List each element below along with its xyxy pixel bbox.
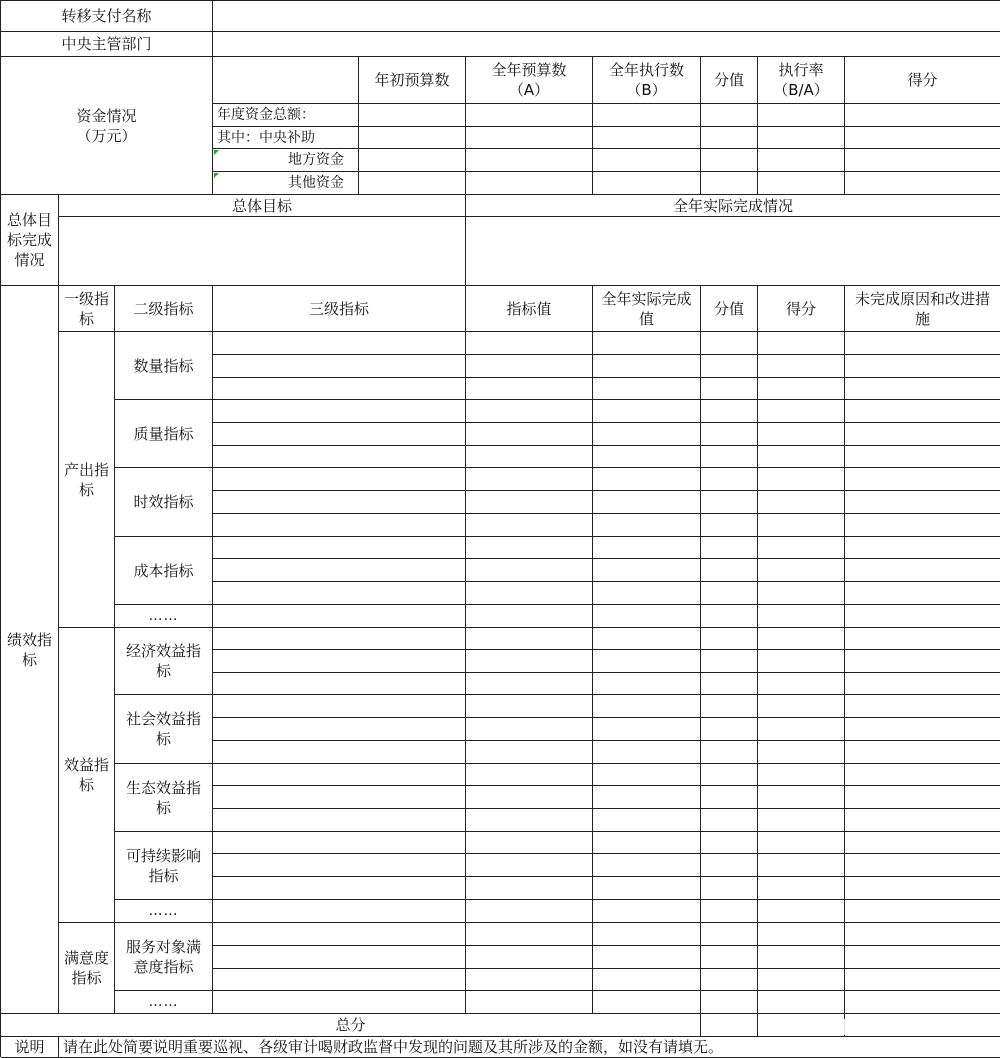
score-value-cell[interactable]	[701, 991, 758, 1014]
score-cell[interactable]	[758, 969, 845, 991]
col-score: 得分	[758, 286, 845, 332]
watermark-overlay	[844, 1019, 994, 1035]
funds-score-value-cell[interactable]	[701, 127, 758, 149]
score-value-cell[interactable]	[701, 355, 758, 378]
level3-cell[interactable]	[213, 673, 466, 695]
score-cell[interactable]	[758, 832, 845, 854]
reason-cell[interactable]	[845, 605, 1000, 628]
output-indicator-subindicator: 数量指标	[115, 332, 213, 400]
score-value-cell[interactable]	[701, 628, 758, 650]
reason-cell[interactable]	[845, 355, 1000, 378]
funds-header-blank	[213, 57, 359, 104]
level3-cell[interactable]	[213, 423, 466, 446]
total-score-cell[interactable]	[758, 1014, 845, 1037]
reason-cell[interactable]	[845, 854, 1000, 877]
transfer-payment-name-label: 转移支付名称	[1, 1, 213, 32]
actual-value-cell[interactable]	[593, 923, 701, 946]
score-value-cell[interactable]	[701, 741, 758, 764]
actual-value-cell[interactable]	[593, 695, 701, 718]
level3-cell[interactable]	[213, 923, 466, 946]
score-value-cell[interactable]	[701, 378, 758, 400]
target-value-cell[interactable]	[466, 718, 593, 741]
reason-cell[interactable]	[845, 582, 1000, 605]
score-value-cell[interactable]	[701, 491, 758, 514]
score-value-cell[interactable]	[701, 809, 758, 832]
level3-cell[interactable]	[213, 900, 466, 923]
score-value-cell[interactable]	[701, 969, 758, 991]
level3-cell[interactable]	[213, 628, 466, 650]
actual-value-cell[interactable]	[593, 718, 701, 741]
output-indicator-ellipsis: ……	[115, 605, 213, 628]
reason-cell[interactable]	[845, 559, 1000, 582]
target-value-cell[interactable]	[466, 809, 593, 832]
reason-cell[interactable]	[845, 673, 1000, 695]
actual-value-cell[interactable]	[593, 946, 701, 969]
benefit-indicator-subindicator: 可持续影响 指标	[115, 832, 213, 900]
funds-initial-budget-cell[interactable]	[359, 172, 466, 195]
level3-cell[interactable]	[213, 605, 466, 628]
actual-value-cell[interactable]	[593, 900, 701, 923]
level3-cell[interactable]	[213, 468, 466, 491]
reason-cell[interactable]	[845, 491, 1000, 514]
target-value-cell[interactable]	[466, 764, 593, 786]
actual-value-cell[interactable]	[593, 423, 701, 446]
output-indicator-subindicator: 质量指标	[115, 400, 213, 468]
funds-score-value-cell[interactable]	[701, 149, 758, 172]
score-value-cell[interactable]	[701, 332, 758, 355]
target-value-cell[interactable]	[466, 537, 593, 559]
score-value-cell[interactable]	[701, 718, 758, 741]
target-value-cell[interactable]	[466, 923, 593, 946]
level3-cell[interactable]	[213, 582, 466, 605]
funds-execution-rate-cell[interactable]	[758, 127, 845, 149]
target-value-cell[interactable]	[466, 491, 593, 514]
actual-value-cell[interactable]	[593, 582, 701, 605]
output-indicator-subindicator: 成本指标	[115, 537, 213, 605]
score-value-cell[interactable]	[701, 650, 758, 673]
level3-cell[interactable]	[213, 514, 466, 537]
score-cell[interactable]	[758, 764, 845, 786]
level3-cell[interactable]	[213, 741, 466, 764]
target-value-cell[interactable]	[466, 468, 593, 491]
score-value-cell[interactable]	[701, 786, 758, 809]
score-cell[interactable]	[758, 923, 845, 946]
col-level3: 三级指标	[213, 286, 466, 332]
score-value-cell[interactable]	[701, 900, 758, 923]
funds-annual-execution-cell[interactable]	[593, 149, 701, 172]
col-initial-budget: 年初预算数	[359, 57, 466, 104]
actual-value-cell[interactable]	[593, 491, 701, 514]
funds-execution-rate-cell[interactable]	[758, 149, 845, 172]
funds-row-label: 其他资金	[213, 172, 359, 195]
score-value-cell[interactable]	[701, 559, 758, 582]
col-score-value: 分值	[701, 286, 758, 332]
reason-cell[interactable]	[845, 991, 1000, 1014]
col-score: 得分	[845, 57, 1000, 104]
actual-value-cell[interactable]	[593, 786, 701, 809]
score-value-cell[interactable]	[701, 877, 758, 900]
score-cell[interactable]	[758, 786, 845, 809]
satisfaction-indicator-ellipsis: ……	[115, 991, 213, 1014]
central-department-value[interactable]	[213, 32, 1000, 57]
target-value-cell[interactable]	[466, 946, 593, 969]
reason-cell[interactable]	[845, 764, 1000, 786]
level3-cell[interactable]	[213, 650, 466, 673]
actual-value-cell[interactable]	[593, 559, 701, 582]
target-value-cell[interactable]	[466, 695, 593, 718]
target-value-cell[interactable]	[466, 559, 593, 582]
col-annual-budget: 全年预算数 （A）	[466, 57, 593, 104]
score-cell[interactable]	[758, 400, 845, 423]
level3-cell[interactable]	[213, 809, 466, 832]
target-value-cell[interactable]	[466, 423, 593, 446]
funds-initial-budget-cell[interactable]	[359, 104, 466, 127]
reason-cell[interactable]	[845, 468, 1000, 491]
reason-cell[interactable]	[845, 695, 1000, 718]
score-cell[interactable]	[758, 582, 845, 605]
score-value-cell[interactable]	[701, 605, 758, 628]
col-annual-execution: 全年执行数 （B）	[593, 57, 701, 104]
score-cell[interactable]	[758, 446, 845, 468]
funds-row-label: 其中：中央补助	[213, 127, 359, 149]
target-value-cell[interactable]	[466, 400, 593, 423]
score-cell[interactable]	[758, 605, 845, 628]
funds-score-value-cell[interactable]	[701, 172, 758, 195]
score-value-cell[interactable]	[701, 695, 758, 718]
total-score-value-cell[interactable]	[701, 1014, 758, 1037]
benefit-indicator-subindicator: 生态效益指 标	[115, 764, 213, 832]
actual-value-cell[interactable]	[593, 332, 701, 355]
target-value-cell[interactable]	[466, 900, 593, 923]
benefit-indicator-subindicator: 社会效益指 标	[115, 695, 213, 764]
actual-value-cell[interactable]	[593, 628, 701, 650]
score-cell[interactable]	[758, 946, 845, 969]
score-cell[interactable]	[758, 468, 845, 491]
funds-annual-budget-cell[interactable]	[466, 149, 593, 172]
target-value-cell[interactable]	[466, 446, 593, 468]
funds-annual-budget-cell[interactable]	[466, 104, 593, 127]
level3-cell[interactable]	[213, 877, 466, 900]
score-cell[interactable]	[758, 673, 845, 695]
actual-value-cell[interactable]	[593, 355, 701, 378]
transfer-payment-name-value[interactable]	[213, 1, 1000, 32]
actual-value-cell[interactable]	[593, 400, 701, 423]
total-score-label: 总分	[1, 1014, 701, 1037]
level3-cell[interactable]	[213, 537, 466, 559]
target-value-cell[interactable]	[466, 332, 593, 355]
actual-value-cell[interactable]	[593, 673, 701, 695]
score-value-cell[interactable]	[701, 854, 758, 877]
output-indicator-subindicator: 时效指标	[115, 468, 213, 537]
overall-goal-value[interactable]	[59, 217, 466, 286]
level3-cell[interactable]	[213, 491, 466, 514]
actual-value-cell[interactable]	[593, 877, 701, 900]
funds-annual-budget-cell[interactable]	[466, 127, 593, 149]
score-cell[interactable]	[758, 854, 845, 877]
level3-cell[interactable]	[213, 854, 466, 877]
reason-cell[interactable]	[845, 786, 1000, 809]
target-value-cell[interactable]	[466, 969, 593, 991]
score-cell[interactable]	[758, 423, 845, 446]
score-value-cell[interactable]	[701, 468, 758, 491]
satisfaction-indicator-subindicator: 服务对象满 意度指标	[115, 923, 213, 991]
level3-cell[interactable]	[213, 559, 466, 582]
score-value-cell[interactable]	[701, 537, 758, 559]
score-cell[interactable]	[758, 491, 845, 514]
reason-cell[interactable]	[845, 400, 1000, 423]
score-cell[interactable]	[758, 332, 845, 355]
reason-cell[interactable]	[845, 809, 1000, 832]
score-cell[interactable]	[758, 650, 845, 673]
funds-execution-rate-cell[interactable]	[758, 172, 845, 195]
reason-cell[interactable]	[845, 718, 1000, 741]
benefit-indicator-subindicator: 经济效益指 标	[115, 628, 213, 695]
funds-section-label: 资金情况 （万元）	[1, 57, 213, 195]
score-value-cell[interactable]	[701, 923, 758, 946]
actual-value-cell[interactable]	[593, 991, 701, 1014]
reason-cell[interactable]	[845, 650, 1000, 673]
target-value-cell[interactable]	[466, 514, 593, 537]
actual-value-cell[interactable]	[593, 537, 701, 559]
central-department-label: 中央主管部门	[1, 32, 213, 57]
reason-cell[interactable]	[845, 900, 1000, 923]
score-cell[interactable]	[758, 809, 845, 832]
funds-score-cell[interactable]	[845, 172, 1000, 195]
reason-cell[interactable]	[845, 741, 1000, 764]
funds-annual-budget-cell[interactable]	[466, 172, 593, 195]
level3-cell[interactable]	[213, 446, 466, 468]
score-cell[interactable]	[758, 537, 845, 559]
reason-cell[interactable]	[845, 514, 1000, 537]
funds-annual-execution-cell[interactable]	[593, 127, 701, 149]
score-value-cell[interactable]	[701, 582, 758, 605]
score-cell[interactable]	[758, 378, 845, 400]
level3-cell[interactable]	[213, 355, 466, 378]
actual-value-cell[interactable]	[593, 605, 701, 628]
funds-initial-budget-cell[interactable]	[359, 149, 466, 172]
actual-value-cell[interactable]	[593, 832, 701, 854]
score-value-cell[interactable]	[701, 946, 758, 969]
target-value-cell[interactable]	[466, 991, 593, 1014]
score-value-cell[interactable]	[701, 514, 758, 537]
level3-cell[interactable]	[213, 786, 466, 809]
actual-value-cell[interactable]	[593, 741, 701, 764]
funds-initial-budget-cell[interactable]	[359, 127, 466, 149]
col-reason: 未完成原因和改进措 施	[845, 286, 1000, 332]
col-level2: 二级指标	[115, 286, 213, 332]
actual-value-cell[interactable]	[593, 854, 701, 877]
col-execution-rate: 执行率 （B/A）	[758, 57, 845, 104]
score-cell[interactable]	[758, 514, 845, 537]
score-value-cell[interactable]	[701, 832, 758, 854]
reason-cell[interactable]	[845, 832, 1000, 854]
overall-goal-section-label: 总体目 标完成 情况	[1, 195, 59, 286]
reason-cell[interactable]	[845, 946, 1000, 969]
funds-score-value-cell[interactable]	[701, 104, 758, 127]
score-cell[interactable]	[758, 741, 845, 764]
target-value-cell[interactable]	[466, 741, 593, 764]
level3-cell[interactable]	[213, 695, 466, 718]
overall-goal-header: 总体目标	[59, 195, 466, 217]
benefit-indicator-ellipsis: ……	[115, 900, 213, 923]
reason-cell[interactable]	[845, 923, 1000, 946]
score-cell[interactable]	[758, 628, 845, 650]
score-cell[interactable]	[758, 991, 845, 1014]
funds-annual-execution-cell[interactable]	[593, 104, 701, 127]
level3-cell[interactable]	[213, 969, 466, 991]
actual-value-cell[interactable]	[593, 764, 701, 786]
level3-cell[interactable]	[213, 764, 466, 786]
cell-marker-icon	[214, 150, 219, 155]
note-text: 请在此处简要说明重要巡视、各级审计喝财政监督中发现的问题及其所涉及的金额，如没有请填无。	[59, 1037, 1000, 1058]
target-value-cell[interactable]	[466, 605, 593, 628]
target-value-cell[interactable]	[466, 673, 593, 695]
score-cell[interactable]	[758, 355, 845, 378]
score-cell[interactable]	[758, 718, 845, 741]
actual-value-cell[interactable]	[593, 969, 701, 991]
actual-value-cell[interactable]	[593, 468, 701, 491]
level3-cell[interactable]	[213, 400, 466, 423]
level3-cell[interactable]	[213, 378, 466, 400]
reason-cell[interactable]	[845, 378, 1000, 400]
score-value-cell[interactable]	[701, 446, 758, 468]
funds-row-label: 地方资金	[213, 149, 359, 172]
target-value-cell[interactable]	[466, 854, 593, 877]
level3-cell[interactable]	[213, 718, 466, 741]
actual-value-cell[interactable]	[593, 446, 701, 468]
performance-section-label: 绩效指 标	[1, 286, 59, 1014]
col-target-value: 指标值	[466, 286, 593, 332]
level3-cell[interactable]	[213, 832, 466, 854]
reason-cell[interactable]	[845, 537, 1000, 559]
score-cell[interactable]	[758, 900, 845, 923]
target-value-cell[interactable]	[466, 832, 593, 854]
score-value-cell[interactable]	[701, 764, 758, 786]
target-value-cell[interactable]	[466, 786, 593, 809]
reason-cell[interactable]	[845, 446, 1000, 468]
col-actual-value: 全年实际完成 值	[593, 286, 701, 332]
satisfaction-indicator-label: 满意度 指标	[59, 923, 115, 1014]
actual-value-cell[interactable]	[593, 378, 701, 400]
funds-execution-rate-cell[interactable]	[758, 104, 845, 127]
target-value-cell[interactable]	[466, 582, 593, 605]
score-value-cell[interactable]	[701, 423, 758, 446]
reason-cell[interactable]	[845, 332, 1000, 355]
score-cell[interactable]	[758, 559, 845, 582]
level3-cell[interactable]	[213, 332, 466, 355]
target-value-cell[interactable]	[466, 650, 593, 673]
actual-value-cell[interactable]	[593, 650, 701, 673]
actual-value-cell[interactable]	[593, 514, 701, 537]
target-value-cell[interactable]	[466, 628, 593, 650]
target-value-cell[interactable]	[466, 877, 593, 900]
reason-cell[interactable]	[845, 969, 1000, 991]
target-value-cell[interactable]	[466, 355, 593, 378]
score-value-cell[interactable]	[701, 400, 758, 423]
reason-cell[interactable]	[845, 423, 1000, 446]
score-value-cell[interactable]	[701, 673, 758, 695]
col-level1: 一级指 标	[59, 286, 115, 332]
funds-annual-execution-cell[interactable]	[593, 172, 701, 195]
level3-cell[interactable]	[213, 946, 466, 969]
benefit-indicator-label: 效益指 标	[59, 628, 115, 923]
actual-completion-value[interactable]	[466, 217, 1000, 286]
level3-cell[interactable]	[213, 991, 466, 1014]
funds-score-cell[interactable]	[845, 127, 1000, 149]
funds-score-cell[interactable]	[845, 149, 1000, 172]
score-cell[interactable]	[758, 695, 845, 718]
funds-row-label: 年度资金总额：	[213, 104, 359, 127]
reason-cell[interactable]	[845, 877, 1000, 900]
note-label: 说明	[1, 1037, 59, 1058]
actual-completion-header: 全年实际完成情况	[466, 195, 1000, 217]
cell-marker-icon	[214, 173, 219, 178]
col-score-value: 分值	[701, 57, 758, 104]
score-cell[interactable]	[758, 877, 845, 900]
actual-value-cell[interactable]	[593, 809, 701, 832]
output-indicator-label: 产出指 标	[59, 332, 115, 628]
target-value-cell[interactable]	[466, 378, 593, 400]
funds-score-cell[interactable]	[845, 104, 1000, 127]
reason-cell[interactable]	[845, 628, 1000, 650]
